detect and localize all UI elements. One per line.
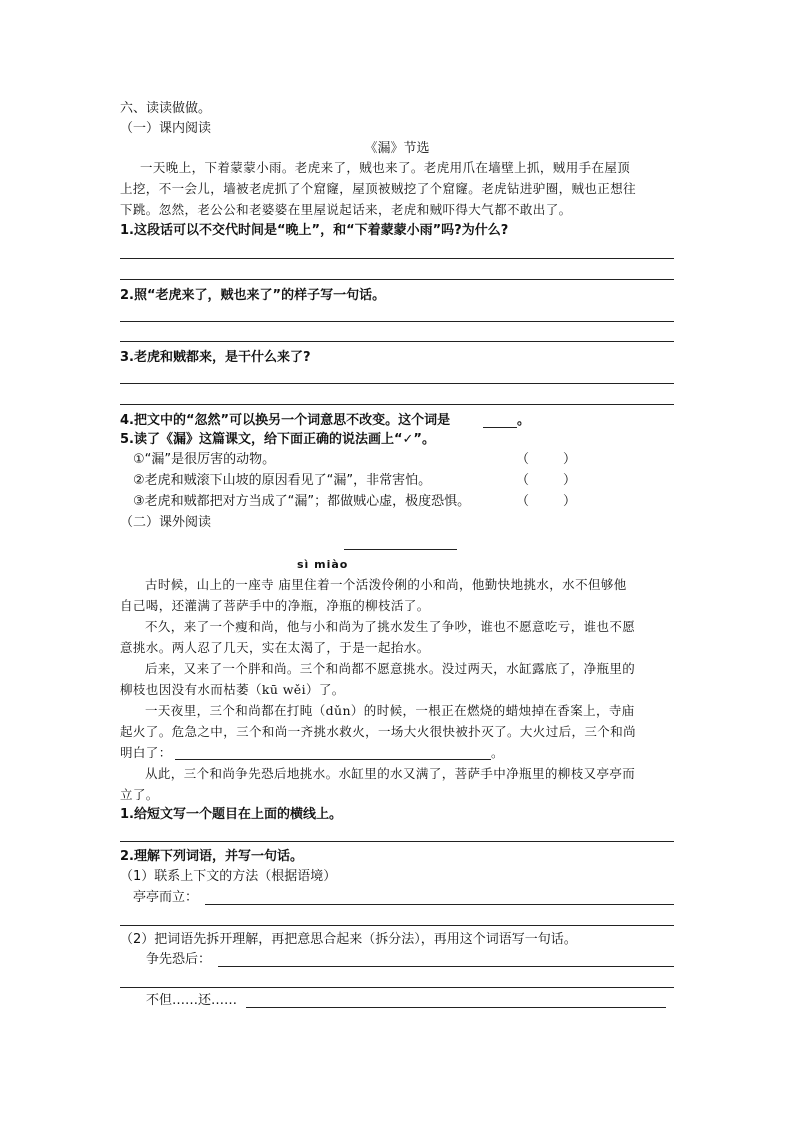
answer-line[interactable] xyxy=(120,383,674,384)
part2-title: （二）课外阅读 xyxy=(120,515,212,530)
passage2-line-9-end: 。 xyxy=(491,745,504,760)
question1-2: 2.照“老虎来了，贼也来了”的样子写一句话。 xyxy=(120,288,386,303)
question2-2-1: （1）联系上下文的方法（根据语境） xyxy=(120,869,337,884)
question1-4-end: 。 xyxy=(517,413,531,428)
passage2-line-8: 起火了。危急之中，三个和尚一齐挑水救火，一场大火很快被扑灭了。大火过后，三个和尚 xyxy=(120,724,637,739)
question1-5: 5.读了《漏》这篇课文，给下面正确的说法画上“✓”。 xyxy=(120,432,435,447)
checkbox-paren-close: ） xyxy=(563,452,577,467)
answer-line[interactable] xyxy=(218,966,674,967)
checkbox-paren-open[interactable]: （ xyxy=(516,452,530,467)
fill-blank-line[interactable] xyxy=(483,427,517,428)
title-blank-line[interactable] xyxy=(344,549,457,550)
word-zhengxian: 争先恐后： xyxy=(146,952,212,967)
fill-blank-line[interactable] xyxy=(175,759,491,760)
checkbox-paren-close: ） xyxy=(563,473,577,488)
answer-line[interactable] xyxy=(120,279,674,280)
passage2-line-3: 不久，来了一个瘦和尚，他与小和尚为了挑水发生了争吵，谁也不愿意吃亏，谁也不愿 xyxy=(145,619,636,634)
answer-line[interactable] xyxy=(205,904,674,905)
question1-1: 1.这段话可以不交代时间是“晚上”，和“下着蒙蒙小雨”吗?为什么? xyxy=(120,223,509,238)
word-tingting: 亭亭而立： xyxy=(133,890,199,905)
answer-line[interactable] xyxy=(246,1007,666,1008)
statement-3: ③老虎和贼都把对方当成了“漏”；都做贼心虚，极度恐惧。 xyxy=(133,494,471,509)
part1-title: （一）课内阅读 xyxy=(120,121,212,136)
passage2-line-6: 柳枝也因没有水而枯萎（kū wěi）了。 xyxy=(120,682,345,697)
question2-1: 1.给短文写一个题目在上面的横线上。 xyxy=(120,807,342,822)
answer-line[interactable] xyxy=(120,404,674,405)
question1-4: 4.把文中的“忽然”可以换另一个词意思不改变。这个词是 xyxy=(120,413,451,428)
section-heading: 六、读读做做。 xyxy=(120,101,212,116)
passage2-line-7: 一天夜里，三个和尚都在打盹（dǔn）的时候，一根正在燃烧的蜡烛掉在香案上，寺庙 xyxy=(145,703,635,718)
answer-line[interactable] xyxy=(120,258,674,259)
passage1-line-2: 上挖，不一会儿，墙被老虎抓了个窟窿，屋顶被贼挖了个窟窿。老虎钻进驴圈，贼也正想往 xyxy=(120,181,637,196)
pinyin-annotation: sì miào xyxy=(297,558,349,571)
passage1-line-1: 一天晚上，下着蒙蒙小雨。老虎来了，贼也来了。老虎用爪在墙壁上抓，贼用手在屋顶 xyxy=(140,160,631,175)
word-budan-hai: 不但……还…… xyxy=(146,993,238,1008)
passage2-line-11: 立了。 xyxy=(120,787,159,802)
passage2-line-5: 后来，又来了一个胖和尚。三个和尚都不愿意挑水。没过两天，水缸露底了，净瓶里的 xyxy=(145,661,636,676)
passage2-line-4: 意挑水。两人忍了几天，实在太渴了，于是一起抬水。 xyxy=(120,640,430,655)
answer-line[interactable] xyxy=(120,841,674,842)
passage1-title: 《漏》节选 xyxy=(364,141,430,156)
passage2-line-10: 从此，三个和尚争先恐后地挑水。水缸里的水又满了，菩萨手中净瓶里的柳枝又亭亭而 xyxy=(145,766,636,781)
question1-3: 3.老虎和贼都来，是干什么来了? xyxy=(120,350,311,365)
answer-line[interactable] xyxy=(120,321,674,322)
question2-2: 2.理解下列词语，并写一句话。 xyxy=(120,849,303,864)
answer-line[interactable] xyxy=(120,987,674,988)
statement-2: ②老虎和贼滚下山坡的原因看见了“漏”，非常害怕。 xyxy=(133,473,432,488)
passage1-line-3: 下跳。忽然，老公公和老婆婆在里屋说起话来，老虎和贼吓得大气都不敢出了。 xyxy=(120,202,572,217)
passage2-line-9: 明白了： xyxy=(120,745,172,760)
question2-2-2: （2）把词语先拆开理解，再把意思合起来（拆分法），再用这个词语写一句话。 xyxy=(120,932,577,947)
checkbox-paren-open[interactable]: （ xyxy=(516,473,530,488)
checkbox-paren-open[interactable]: （ xyxy=(516,494,530,509)
checkbox-paren-close: ） xyxy=(563,494,577,509)
answer-line[interactable] xyxy=(120,341,674,342)
statement-1: ①“漏”是很厉害的动物。 xyxy=(133,452,276,467)
passage2-line-2: 自己喝，还灌满了菩萨手中的净瓶，净瓶的柳枝活了。 xyxy=(120,598,430,613)
answer-line[interactable] xyxy=(120,925,674,926)
passage2-line-1: 古时候，山上的一座寺 庙里住着一个活泼伶俐的小和尚，他勤快地挑水，水不但够他 xyxy=(145,577,627,592)
